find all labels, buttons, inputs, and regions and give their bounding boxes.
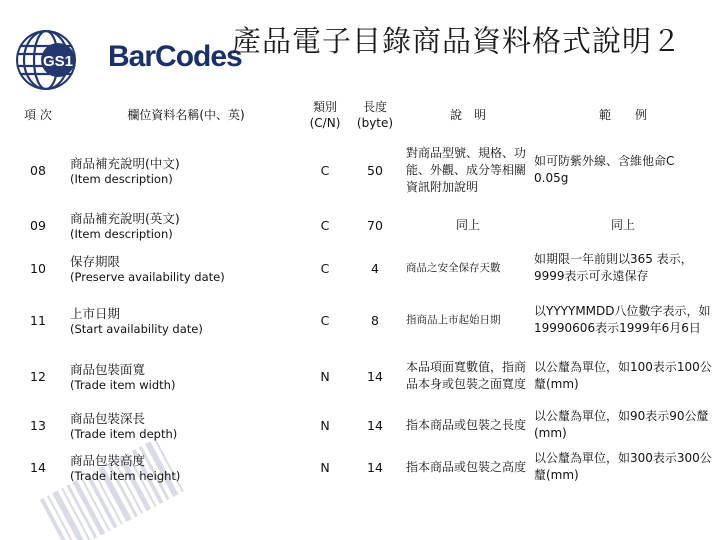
table-row [8,244,714,292]
row-type: C [320,217,330,233]
row-no: 13 [30,417,46,433]
gs1-mark-text: GS1 [42,53,74,70]
row-desc: 指本商品或包裝之長度 [406,417,527,432]
table-row [8,348,714,404]
row-length: 8 [371,312,379,328]
table-row [8,134,714,206]
row-name [68,404,304,446]
row-example: 以YYYYMMDD八位數字表示，如19990606表示1999年6月6日 [534,304,711,335]
row-name [68,134,304,206]
table-header-row [8,96,714,134]
row-name-zh: 商品包裝高度 [70,453,146,468]
table-row [8,206,714,244]
row-name [68,446,304,488]
row-length: 70 [367,217,383,233]
row-name [68,244,304,292]
header-no: 項 次 [24,108,52,122]
table-row [8,404,714,446]
row-name-zh: 商品補充說明(英文) [70,211,180,226]
row-name-zh: 保存期限 [70,254,121,269]
header-length: 長度 (byte) [356,100,394,130]
row-type: C [320,312,330,328]
header-name: 欄位資料名稱(中、英) [127,108,245,122]
data-format-table [8,96,714,488]
row-no: 10 [30,260,46,276]
row-no: 09 [30,217,46,233]
row-type: C [320,260,330,276]
barcodes-brand-text: BarCodes [108,40,242,73]
row-length: 14 [367,459,383,475]
row-name-en: (Item description) [70,227,173,241]
row-length: 50 [367,162,383,178]
row-example: 如期限一年前則以365 表示，9999表示可永遠保存 [534,252,693,283]
page-title: 產品電子目錄商品資料格式說明２ [232,24,683,58]
row-name [68,292,304,348]
row-name-en: (Trade item depth) [70,427,178,441]
row-example: 以公釐為單位，如90表示90公釐(mm) [534,409,709,440]
row-type: C [320,162,330,178]
row-type: N [320,459,330,475]
table-row [8,446,714,488]
row-length: 14 [367,417,383,433]
row-example: 以公釐為單位，如300表示300公釐(mm) [534,451,712,482]
row-name-zh: 商品包裝深長 [70,411,146,426]
row-desc: 指商品上市起始日期 [406,313,501,326]
gs1-barcodes-logo [12,28,242,92]
row-no: 14 [30,459,46,475]
row-name-zh: 商品包裝面寬 [70,362,146,377]
row-desc: 商品之安全保存天數 [406,261,501,274]
table-row [8,292,714,348]
row-example: 以公釐為單位，如100表示100公釐(mm) [534,360,712,391]
row-example: 同上 [610,217,635,232]
row-desc: 指本商品或包裝之高度 [406,459,527,474]
row-name-en: (Trade item height) [70,469,181,483]
row-desc: 同上 [455,217,480,232]
row-name-en: (Trade item width) [70,378,176,392]
row-desc: 本品項面寬數值，指商品本身或包裝之面寬度 [406,360,527,391]
row-no: 08 [30,162,46,178]
row-name [68,206,304,244]
row-type: N [320,368,330,384]
header-desc: 說 明 [449,108,486,122]
header-example: 範 例 [598,108,647,122]
row-name-en: (Start availability date) [70,322,203,336]
gs1-globe-icon [12,28,100,92]
row-name-en: (Preserve availability date) [70,270,225,284]
row-desc: 對商品型號、規格、功能、外觀、成分等相關資訊附加說明 [406,145,527,194]
row-name-zh: 商品補充說明(中文) [70,156,180,171]
row-length: 4 [371,260,379,276]
row-name-zh: 上市日期 [70,306,121,321]
row-example: 如可防紫外線、含維他命C 0.05g [534,154,675,185]
row-no: 12 [30,368,46,384]
row-name [68,348,304,404]
row-no: 11 [30,312,46,328]
row-type: N [320,417,330,433]
header-type: 類別 (C/N) [309,100,341,130]
row-length: 14 [367,368,383,384]
row-name-en: (Item description) [70,172,173,186]
